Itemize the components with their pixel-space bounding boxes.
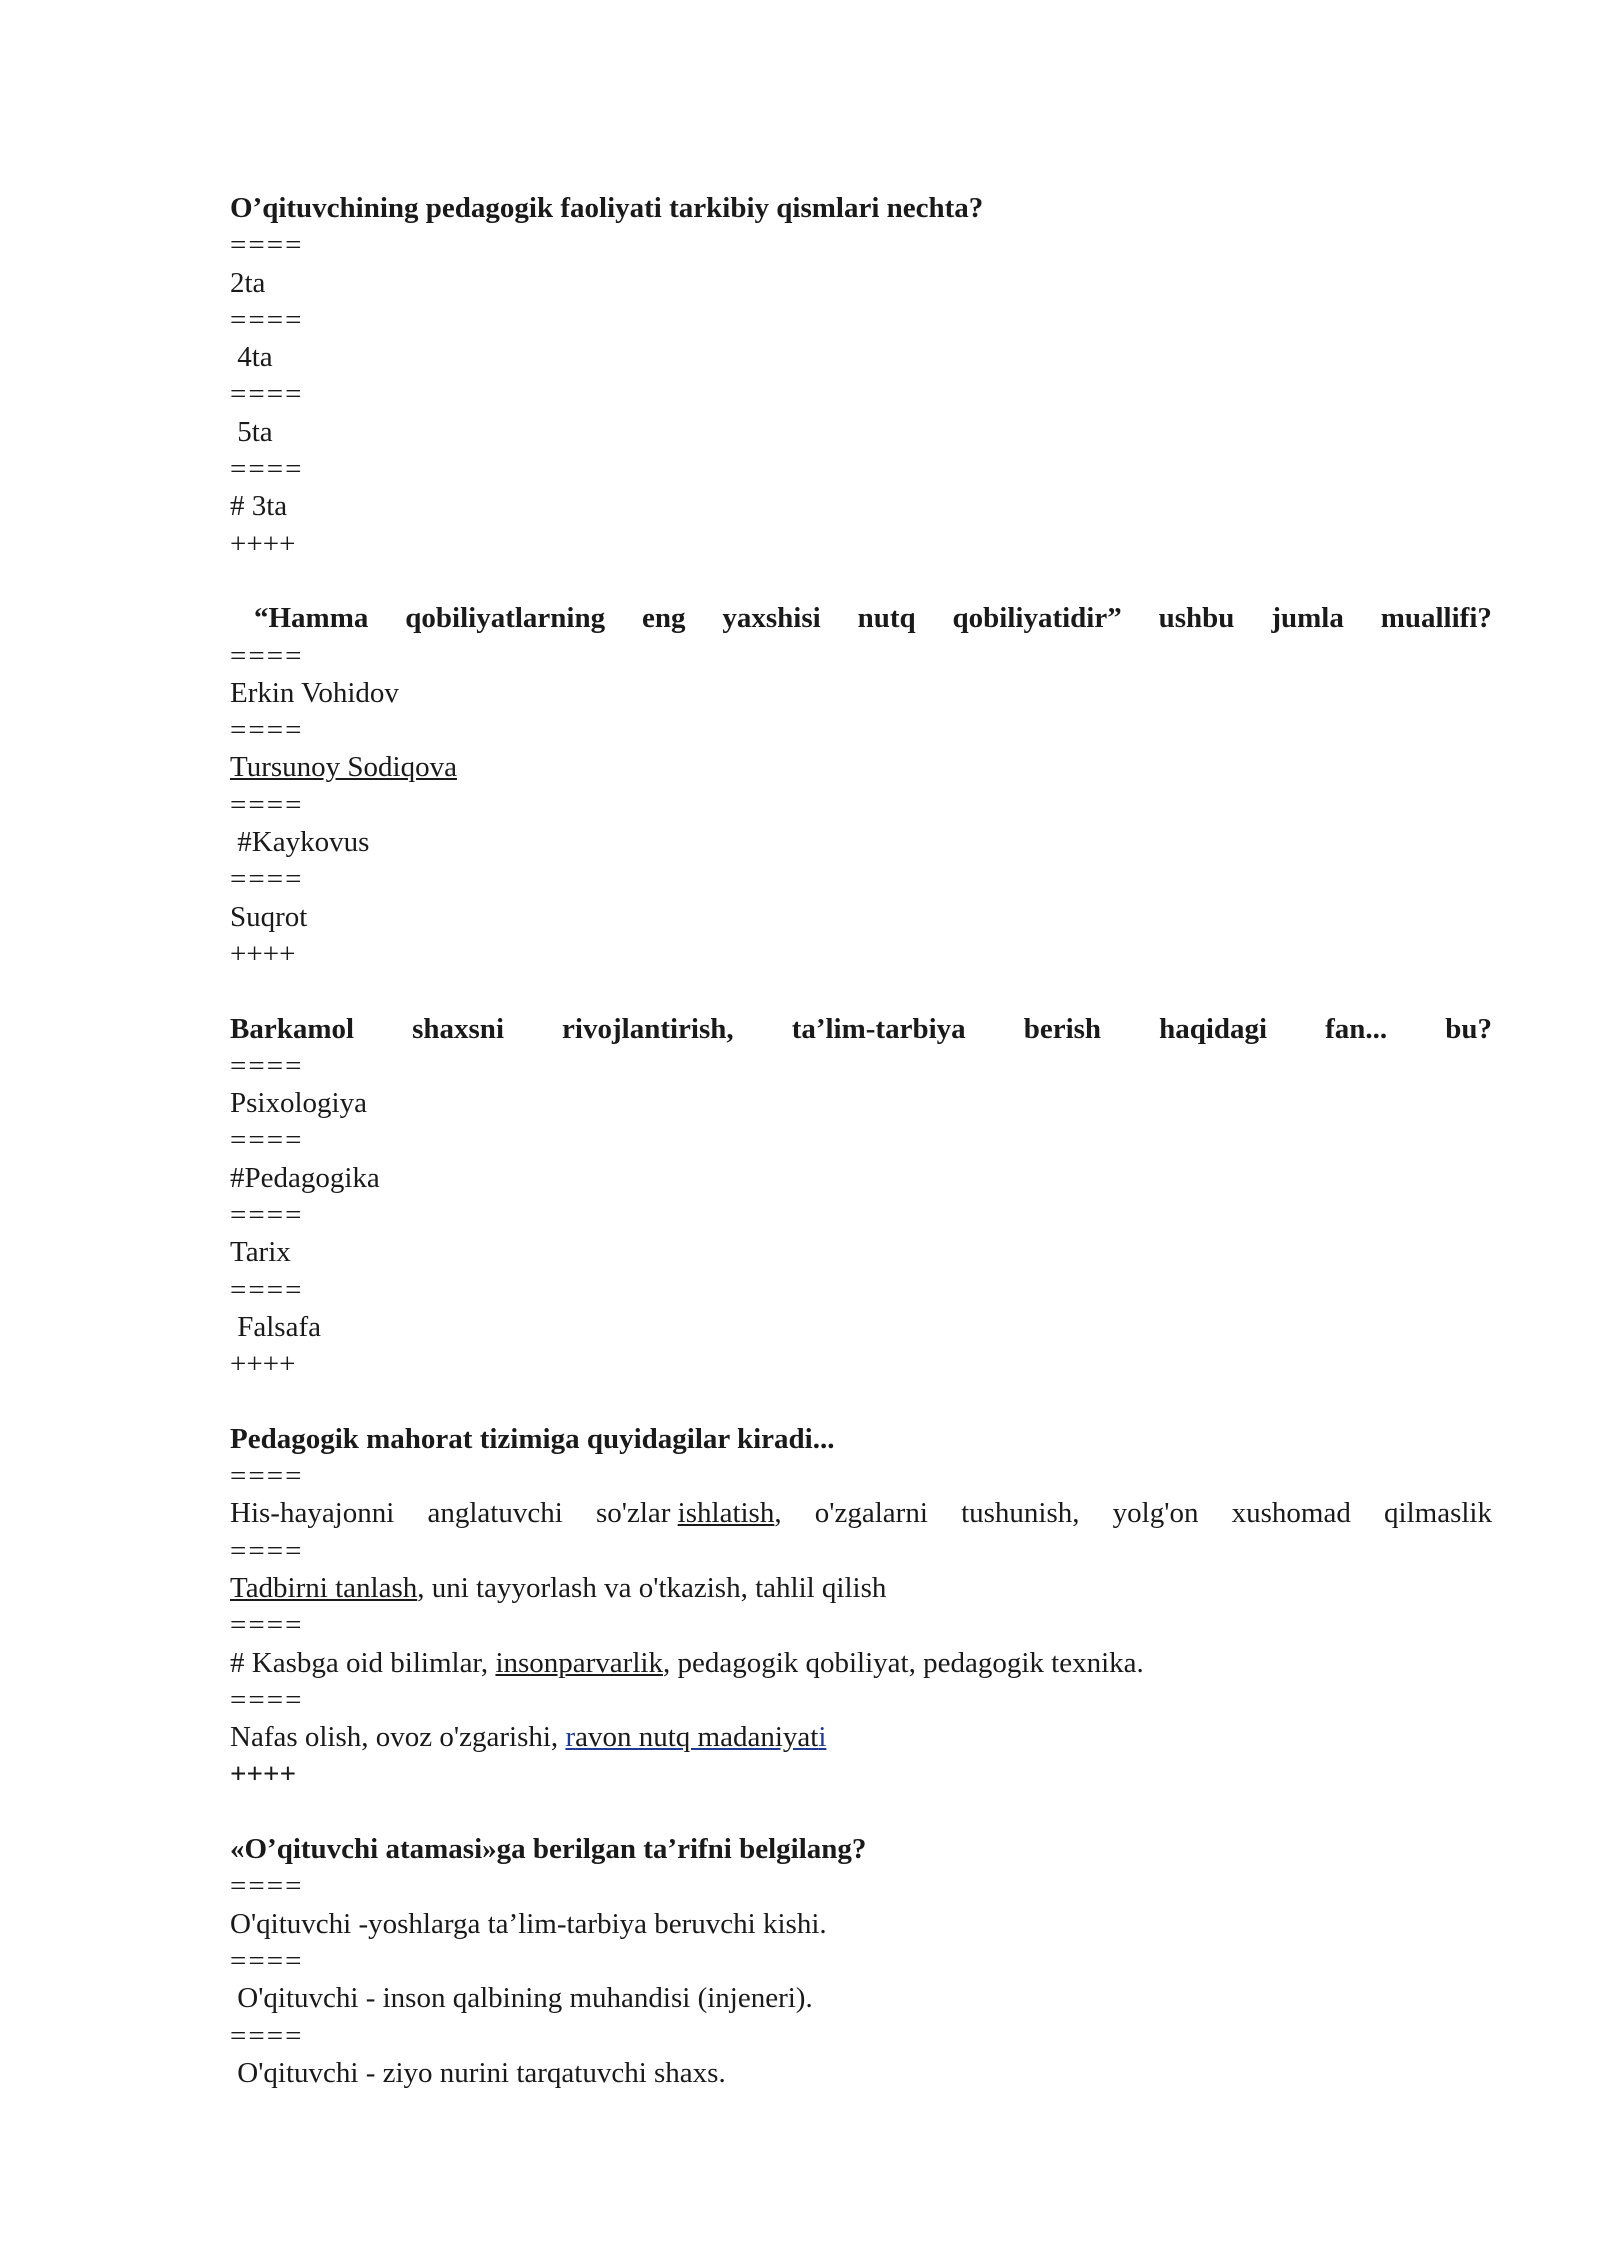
- answer-5-1: O'qituvchi -yoshlarga ta’lim-tarbiya beruvchi kishi.: [230, 1907, 827, 1940]
- answer-4-4: Nafas olish, ovoz o'zgarishi, ravon nutq madaniyati: [230, 1721, 827, 1754]
- answer-word: xushomad: [1231, 1497, 1351, 1530]
- blank-line: [230, 973, 1492, 1010]
- answer-4-3: # Kasbga oid bilimlar, insonparvarlik, pedagogik qobiliyat, pedagogik texnika.: [230, 1646, 1144, 1679]
- answer-5-3: O'qituvchi - ziyo nurini tarqatuvchi shaxs.: [230, 2056, 726, 2089]
- answer-1-2: 4ta: [230, 341, 273, 374]
- question-4: Pedagogik mahorat tizimiga quyidagilar kiradi...: [230, 1422, 835, 1455]
- hyperlink-text[interactable]: ravon nutq madaniyati: [565, 1721, 827, 1754]
- question-word: shaxsni: [412, 1012, 504, 1045]
- question-3: [230, 1011, 1492, 1048]
- separator: ====: [230, 1049, 304, 1082]
- separator: ====: [230, 863, 304, 896]
- answer-word: anglatuvchi: [427, 1497, 563, 1530]
- question-word: yaxshisi: [722, 602, 821, 635]
- answer-word: tushunish,: [961, 1497, 1080, 1530]
- answer-word: His-hayajonni: [230, 1497, 395, 1530]
- answer-3-4: Falsafa: [230, 1310, 321, 1343]
- separator: ====: [230, 303, 304, 336]
- question-2: [230, 600, 1492, 637]
- question-word: rivojlantirish,: [562, 1012, 734, 1045]
- separator: ====: [230, 788, 304, 821]
- answer-4-2: Tadbirni tanlash, uni tayyorlash va o'tkazish, tahlil qilish: [230, 1571, 887, 1604]
- blank-line: [230, 563, 1492, 600]
- separator: ====: [230, 1199, 304, 1232]
- question-word: eng: [641, 602, 686, 635]
- separator: ====: [230, 1944, 304, 1977]
- answer-2-3: #Kaykovus: [230, 826, 370, 859]
- separator: ====: [230, 378, 304, 411]
- answer-3-3: Tarix: [230, 1236, 291, 1269]
- separator: ====: [230, 1460, 304, 1493]
- question-word: qobiliyatidir”: [952, 602, 1122, 635]
- question-word: ushbu: [1158, 602, 1235, 635]
- question-word: ta’lim-tarbiya: [791, 1012, 966, 1045]
- answer-3-1: Psixologiya: [230, 1087, 367, 1120]
- question-word: fan...: [1325, 1012, 1388, 1045]
- separator: ====: [230, 453, 304, 486]
- question-word: “Hamma: [254, 602, 369, 635]
- question-5: «O’qituvchi atamasi»ga berilgan ta’rifni belgilang?: [230, 1833, 867, 1866]
- answer-4-1: [230, 1495, 1492, 1532]
- separator: ====: [230, 1683, 304, 1716]
- answer-1-3: 5ta: [230, 415, 273, 448]
- question-word: jumla: [1271, 602, 1344, 635]
- answer-word: o'zgalarni: [814, 1497, 928, 1530]
- separator: ====: [230, 229, 304, 262]
- question-word: nutq: [857, 602, 916, 635]
- separator: ====: [230, 639, 304, 672]
- answer-3-2: #Pedagogika: [230, 1161, 380, 1194]
- blank-line: [230, 1794, 1492, 1831]
- blank-line: [230, 1384, 1492, 1421]
- answer-2-2: Tursunoy Sodiqova: [230, 751, 457, 784]
- end-marker: ++++: [230, 1348, 296, 1381]
- answer-5-2: O'qituvchi - inson qalbining muhandisi (injeneri).: [230, 1982, 813, 2015]
- question-word: qobiliyatlarning: [405, 602, 606, 635]
- separator: ====: [230, 1870, 304, 1903]
- separator: ====: [230, 1609, 304, 1642]
- separator: ====: [230, 2019, 304, 2052]
- separator: ====: [230, 1124, 304, 1157]
- separator: ====: [230, 1273, 304, 1306]
- separator: ====: [230, 1534, 304, 1567]
- question-word: haqidagi: [1159, 1012, 1268, 1045]
- question-word: bu?: [1445, 1012, 1492, 1045]
- end-marker: ++++: [230, 527, 296, 560]
- answer-2-4: Suqrot: [230, 900, 308, 933]
- question-1: O’qituvchining pedagogik faoliyati tarkibiy qismlari nechta?: [230, 192, 984, 224]
- end-marker: ++++: [230, 937, 296, 970]
- answer-1-1: 2ta: [230, 266, 266, 299]
- question-word: muallifi?: [1380, 602, 1492, 635]
- answer-1-4: # 3ta: [230, 490, 288, 523]
- answer-word: so'zlar ishlatish,: [595, 1497, 782, 1530]
- end-marker: ++++: [230, 1758, 297, 1791]
- document-body: [230, 190, 1492, 2092]
- separator: ====: [230, 714, 304, 747]
- question-word: Barkamol: [230, 1012, 355, 1045]
- answer-2-1: Erkin Vohidov: [230, 676, 399, 709]
- answer-word: qilmaslik: [1384, 1497, 1492, 1530]
- question-word: berish: [1023, 1012, 1102, 1045]
- answer-word: yolg'on: [1112, 1497, 1199, 1530]
